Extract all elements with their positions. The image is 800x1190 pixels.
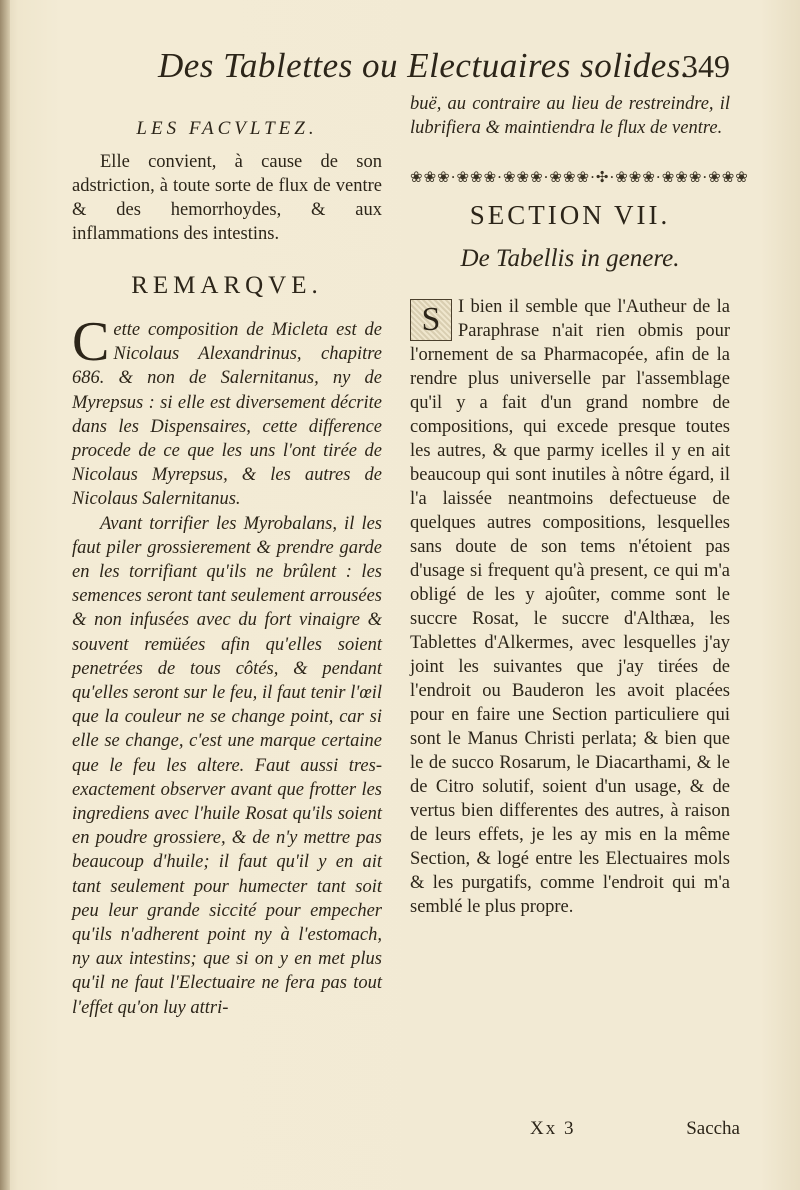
remarque-heading: REMARQVE. xyxy=(131,272,323,299)
catchword: Saccha xyxy=(686,1118,740,1139)
section-body xyxy=(410,295,730,919)
page-number: 349 xyxy=(682,48,730,84)
page-gutter xyxy=(0,0,10,1190)
facultez-paragraph: Elle convient, à cause de son adstriction, à toute sorte de flux de ventre & des hemorrhoydes, & aux inflammations des intestins. xyxy=(72,152,382,244)
remarque-paragraph-1 xyxy=(72,311,382,512)
right-column xyxy=(410,92,749,919)
drop-cap: C xyxy=(72,311,110,373)
page-header xyxy=(150,42,760,92)
remarque-paragraph-1-text: ette composition de Micleta est de Nicolaus Alexandrinus, chapitre 686. & non de Salernitanus, ny de Myrepsus : si elle est diversement décrite dans les Dispensaires, cette difference procede de ce que les uns l'ont tirée de Nicolaus Myrepsus, & les autres de Nicolaus Salernitanus. xyxy=(72,320,382,510)
remarque-paragraph-2: Avant torrifier les Myrobalans, il les faut piler grossierement & prendre garde en les torrifiant qu'ils ne brûlent : les semences seront tant seulement arrousées & non infusées avec du fort vinaigre & souvent remüées afin qu'elles soient penetrées de tous côtés, & pendant qu'elles seront sur le feu, il faut tenir l'œil que la couleur ne se change point, car si elle se change, c'est une marque certaine que le feu les altere. Faut aussi tres-exactement observer avant que frotter les ingrediens avec l'huile Rosat qu'ils soient en poudre grossiere, & de n'y mettre pas beaucoup d'huile; il faut qu'il y en ait tant seulement pour humecter tant soit peu leur grande siccité pour empecher qu'ils n'adherent point ny à l'estomach, ny aux intestins; que si on y en met plus qu'il ne faut l'Electuaire ne fera pas tout l'effet qu'on luy attri- xyxy=(72,513,382,1018)
page-footer xyxy=(520,1118,740,1148)
section-paragraph: I bien il semble que l'Autheur de la Paraphrase n'ait rien obmis pour l'ornement de sa Pharmacopée, afin de la rendre plus universelle par l'assemblage qu'il y a fait d'un grand nombre de compositions, qui excede presque toutes les autres, & que parmy icelles il y en ait beaucoup qui sont inutiles à nôtre égard, il l'a laissée neantmoins defectueuse de quelques autres compositions, lesquelles sans doute de son tems n'étoient pas d'usage si frequent qu'à present, ce qui m'a obligé de les y ajoûter, comme sont le succre Rosat, le succre d'Althæa, les Tablettes d'Alkermes, avec lesquelles j'ay joint les suivantes que j'ay tirées de l'endroit ou Bauderon les avoit placées pour en faire une Section particuliere qui sont le Manus Christi perlata; & bien que le de succo Rosarum, le Diacarthami, & le de Citro solutif, soient d'un usage, & de vertus bien differentes des autres, à raison de leurs effets, je les ay mis en la même Section, & logé entre les Electuaires mols & les purgatifs, comme l'endroit qui m'a semblé le plus propre. xyxy=(410,297,730,918)
facultez-heading: LES FACVLTEZ. xyxy=(136,118,318,139)
ornamental-drop-cap: S xyxy=(410,299,452,341)
ornamental-border: ❀❀❀·❀❀❀·❀❀❀·❀❀❀·✣·❀❀❀·❀❀❀·❀❀❀ xyxy=(410,168,749,187)
section-subtitle: De Tabellis in genere. xyxy=(460,245,680,273)
remarque-text xyxy=(72,311,382,1020)
running-title: Des Tablettes ou Electuaires solides. xyxy=(158,46,691,85)
signature-mark: Xx 3 xyxy=(530,1118,576,1139)
left-column xyxy=(72,112,382,1020)
continuation-text: buë, au contraire au lieu de restreindre, il lubrifiera & maintiendra le flux de ventre. xyxy=(410,94,730,139)
section-title: SECTION VII. xyxy=(469,200,671,231)
